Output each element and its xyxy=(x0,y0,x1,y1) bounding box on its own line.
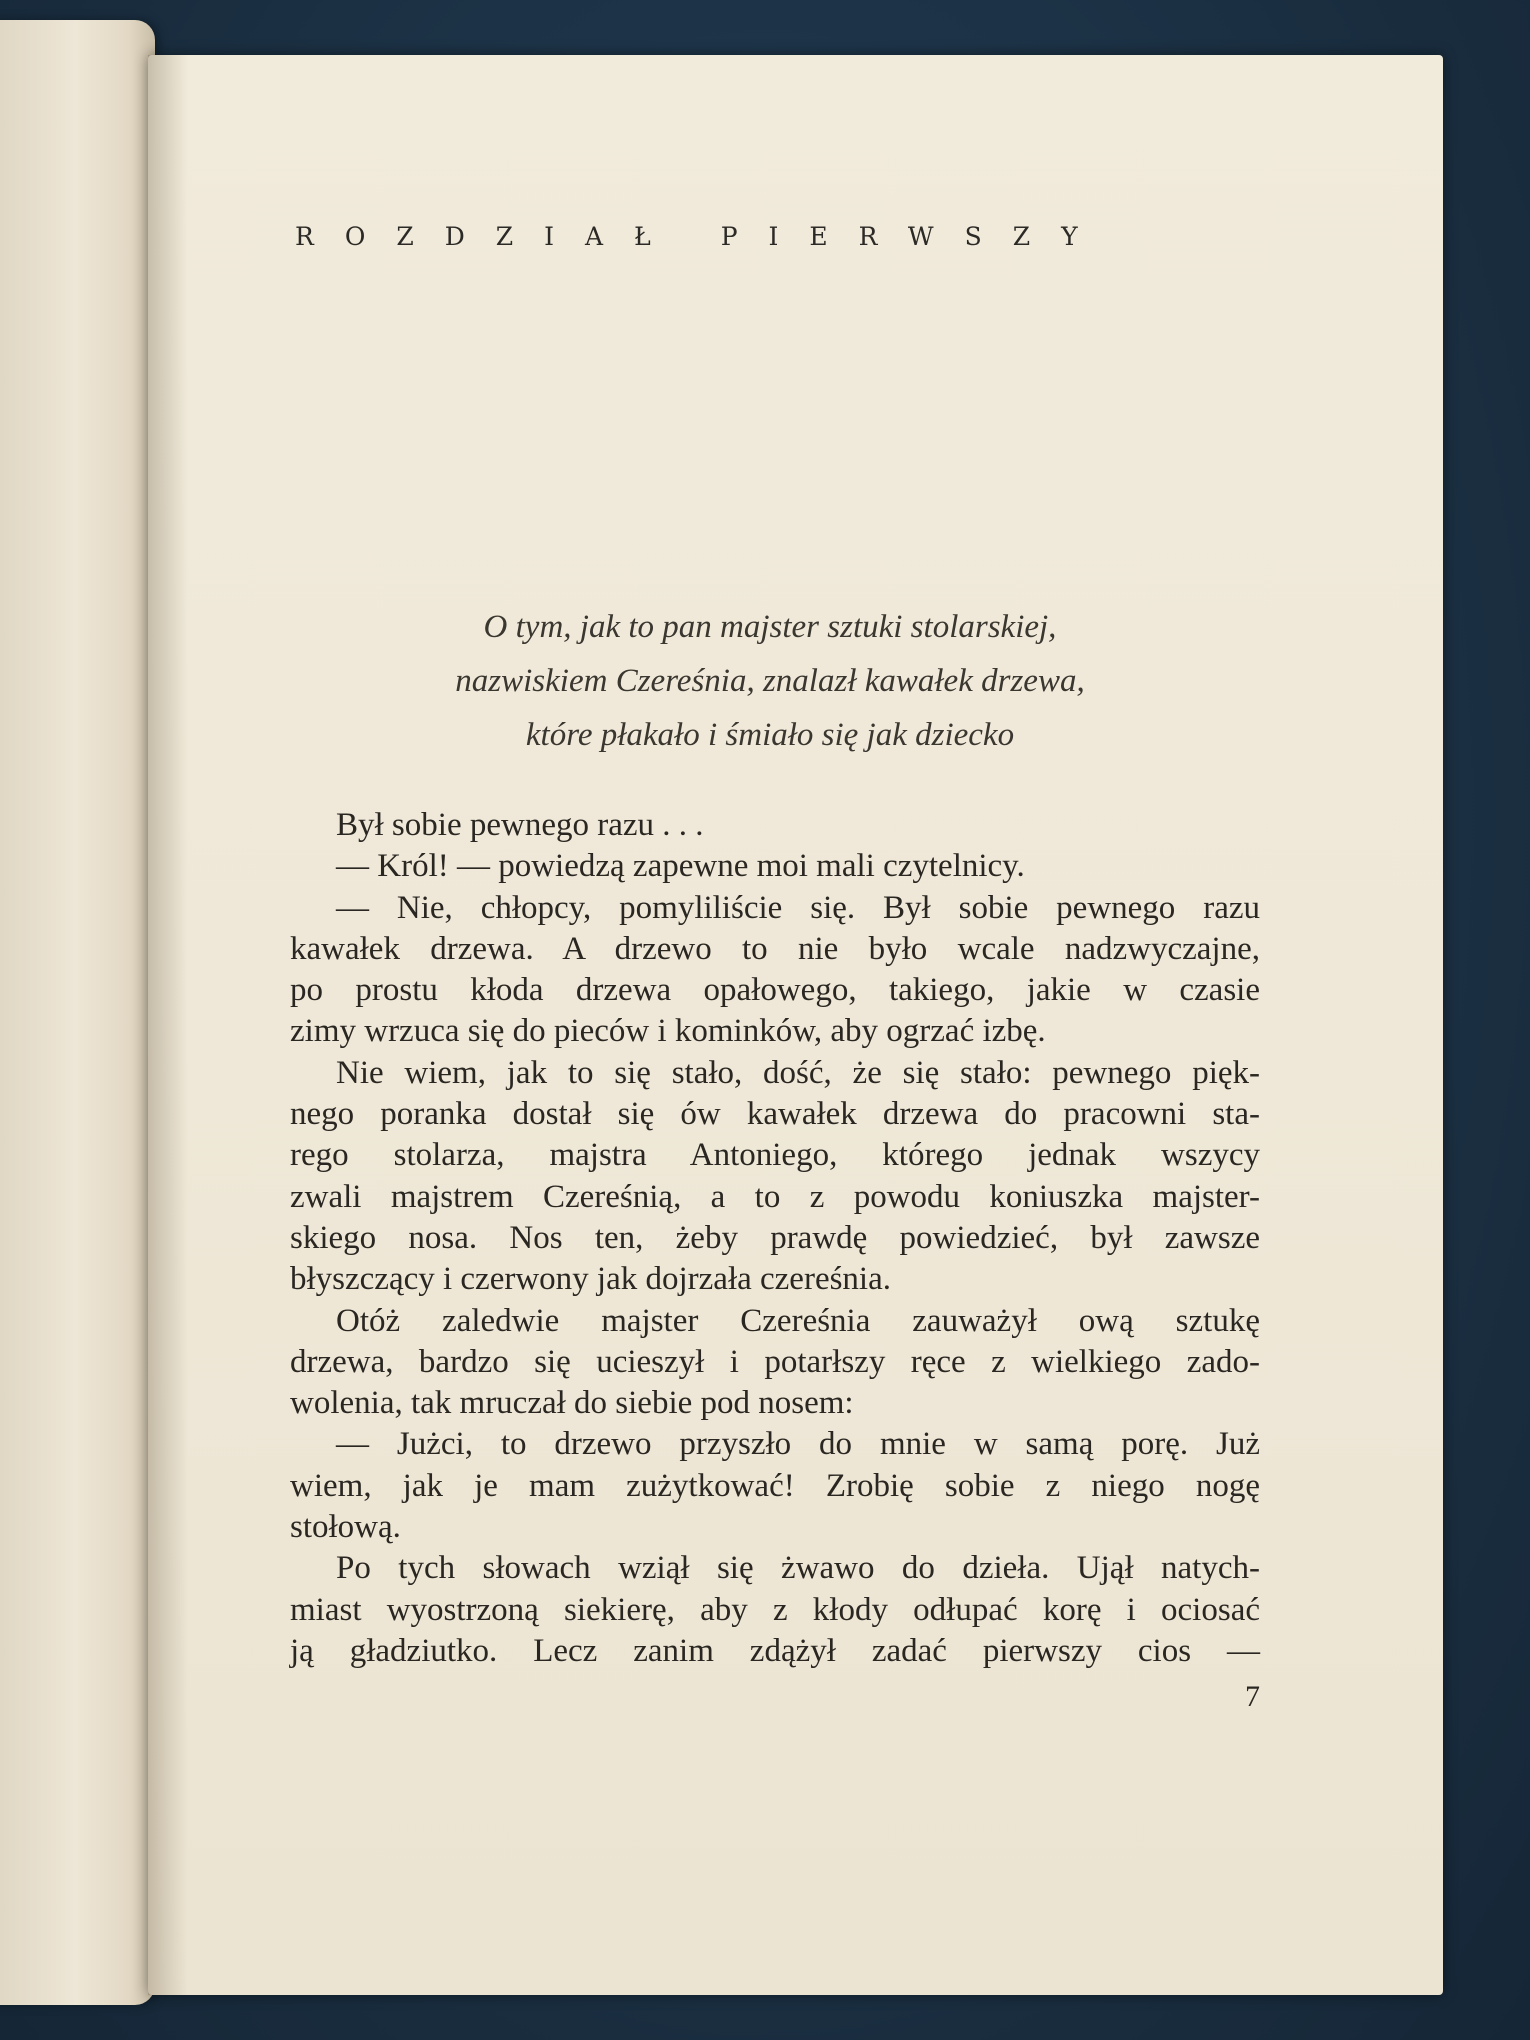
text-line: nego poranka dostał się ów kawałek drzewa do pracowni sta- xyxy=(290,1096,1260,1133)
subtitle-line: nazwiskiem Czereśnia, znalazł kawałek drzewa, xyxy=(455,663,1085,699)
text-line: Był sobie pewnego razu . . . xyxy=(336,807,704,843)
gutter-shadow xyxy=(148,55,188,1995)
text-line: stołową. xyxy=(290,1509,401,1546)
text-line: po prostu kłoda drzewa opałowego, takiego, jakie w czasie xyxy=(290,972,1260,1009)
text-line: ją gładziutko. Lecz zanim zdążył zadać pierwszy cios — xyxy=(290,1632,1260,1669)
text-line: — Jużci, to drzewo przyszło do mnie w samą porę. Już xyxy=(336,1426,1260,1463)
text-line: — Król! — powiedzą zapewne moi mali czytelnicy. xyxy=(336,848,1025,885)
subtitle-line: które płakało i śmiało się jak dziecko xyxy=(525,717,1015,753)
text-line: skiego nosa. Nos ten, żeby prawdę powiedzieć, był zawsze xyxy=(290,1219,1260,1256)
text-line: rego stolarza, majstra Antoniego, którego jednak wszycy xyxy=(290,1137,1260,1174)
text-line: miast wyostrzoną siekierę, aby z kłody odłupać korę i ociosać xyxy=(290,1591,1260,1628)
text-line: kawałek drzewa. A drzewo to nie było wcale nadzwyczajne, xyxy=(290,930,1260,967)
text-line: zwali majstrem Czereśnią, a to z powodu koniuszka majster- xyxy=(290,1178,1260,1215)
subtitle-line: O tym, jak to pan majster sztuki stolarskiej, xyxy=(483,609,1057,645)
text-line: Nie wiem, jak to się stało, dość, że się stało: pewnego pięk- xyxy=(336,1054,1260,1091)
text-line: Po tych słowach wziął się żwawo do dzieła. Ujął natych- xyxy=(336,1550,1260,1587)
text-line: zimy wrzuca się do pieców i kominków, aby ogrzać izbę. xyxy=(290,1013,1046,1050)
text-line: Otóż zaledwie majster Czereśnia zauważył ową sztukę xyxy=(336,1302,1260,1339)
text-line: wiem, jak je mam zużytkować! Zrobię sobie z niego nogę xyxy=(290,1467,1260,1504)
text-line: — Nie, chłopcy, pomyliliście się. Był sobie pewnego razu xyxy=(336,889,1260,926)
text-line: drzewa, bardzo się ucieszył i potarłszy ręce z wielkiego zado- xyxy=(290,1343,1260,1380)
left-page-edge xyxy=(0,20,155,2005)
text-line: błyszczący i czerwony jak dojrzała czereśnia. xyxy=(290,1261,891,1298)
page-number: 7 xyxy=(1245,1680,1260,1713)
chapter-subtitle xyxy=(300,600,1240,762)
chapter-heading: ROZDZIAŁ PIERWSZY xyxy=(295,222,1109,251)
body-text xyxy=(290,805,1260,1672)
text-line: wolenia, tak mruczał do siebie pod nosem: xyxy=(290,1385,854,1422)
